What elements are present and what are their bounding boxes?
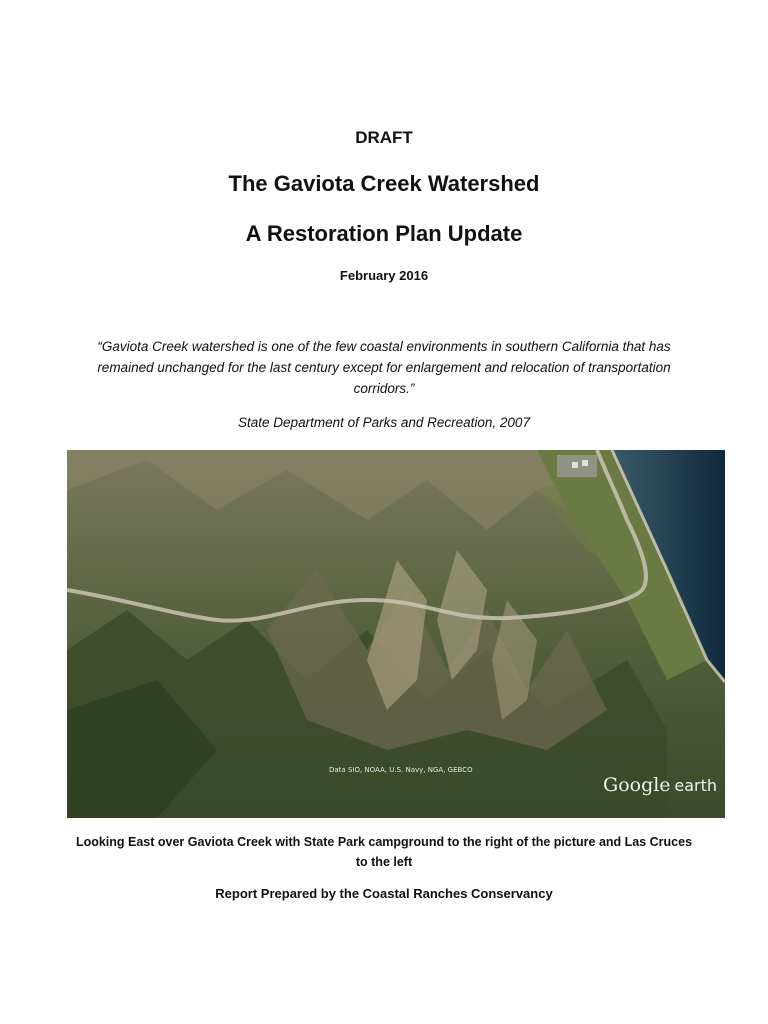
draft-label: DRAFT	[355, 128, 413, 147]
quote-attribution: State Department of Parks and Recreation, 2007	[238, 415, 530, 430]
photo-caption: Looking East over Gaviota Creek with State Park campground to the right of the picture and Las Cruces to the left	[75, 835, 693, 869]
document-date: February 2016	[339, 268, 429, 283]
quote-text: “Gaviota Creek watershed is one of the few coastal environments in southern California that has remained unchanged for the last century except for enlargement and relocation of transportation corridors.”	[97, 339, 671, 396]
document-title: The Gaviota Creek Watershed	[228, 171, 540, 196]
google-earth-logo-google: Google	[603, 774, 671, 796]
google-earth-logo	[603, 774, 717, 796]
prepared-by: Report Prepared by the Coastal Ranches Conservancy	[215, 886, 553, 901]
aerial-photo	[67, 450, 725, 818]
google-earth-logo-earth: earth	[674, 776, 717, 795]
aerial-photo-illustration	[67, 450, 725, 818]
document-subtitle: A Restoration Plan Update	[245, 221, 523, 246]
map-data-credit: Data SIO, NOAA, U.S. Navy, NGA, GEBCO	[329, 766, 473, 774]
